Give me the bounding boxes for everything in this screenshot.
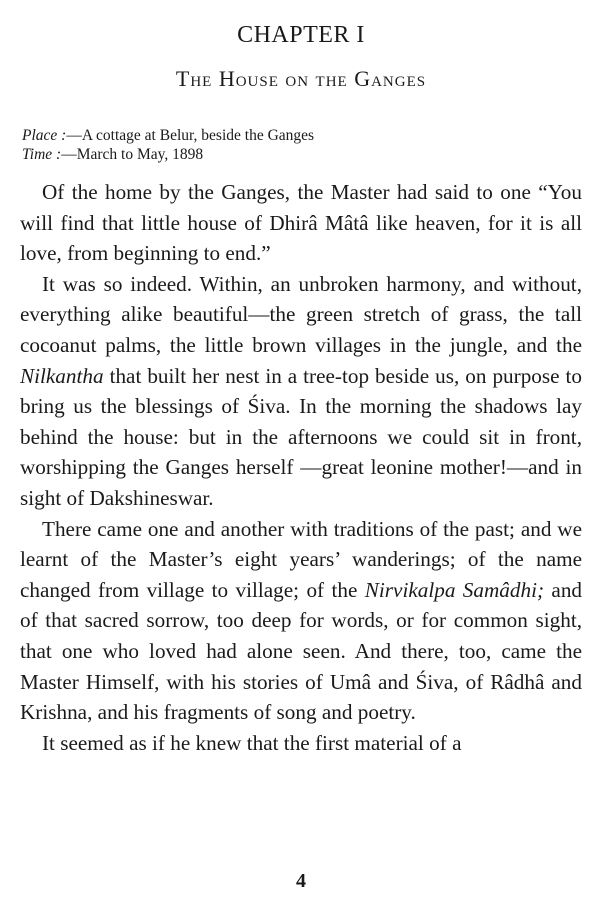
chapter-number: CHAPTER I — [237, 22, 365, 48]
paragraph-2-part-a: It was so indeed. Within, an unbroken harmony, and without, everything alike beautiful—the green stretch of grass, the tall cocoanut palms, the little brown villages in the jungle, and the — [20, 271, 582, 357]
paragraph-3 — [20, 514, 582, 728]
page-number: 4 — [296, 870, 306, 892]
paragraph-2-part-b: that built her nest in a tree-top beside us, on purpose to bring us the blessings of Śiva. In the morning the shadows lay behind the house: but in the afternoons we could sit in front, worshipping the Ganges herself —great leonine mother!—and in sight of Dakshineswar. — [20, 363, 582, 510]
paragraph-2-emphasis: Nilkantha — [20, 363, 104, 388]
paragraph-3-emphasis: Nirvikalpa Samâdhi; — [364, 577, 545, 602]
place-label: Place : — [22, 127, 67, 144]
paragraph-2 — [20, 269, 582, 514]
book-page — [20, 0, 582, 909]
place-value: —A cottage at Belur, beside the Ganges — [66, 127, 315, 144]
paragraph-3-part-b: and of that sacred sorrow, too deep for words, or for common sight, that one who loved had alone seen. And there, too, came the Master Himself, with his stories of Umâ and Śiva, of Râdhâ and Krishna, and his fragments of song and poetry. — [20, 577, 583, 725]
place-line — [22, 126, 314, 145]
time-line — [22, 145, 314, 164]
paragraph-4: It seemed as if he knew that the first material of a — [42, 730, 462, 755]
chapter-meta — [22, 126, 314, 164]
time-value: —March to May, 1898 — [61, 146, 204, 163]
chapter-title: The House on the Ganges — [175, 66, 427, 91]
paragraph-3-part-a: There came one and another with traditions of the past; and we learnt of the Master’s eight years’ wanderings; of the name changed from village to village; of the — [20, 516, 582, 602]
paragraph-1: Of the home by the Ganges, the Master had said to one “You will find that little house of Dhirâ Mâtâ like heaven, for it is all love, from beginning to end.” — [20, 180, 582, 266]
time-label: Time : — [22, 146, 62, 163]
body-text — [20, 177, 582, 758]
